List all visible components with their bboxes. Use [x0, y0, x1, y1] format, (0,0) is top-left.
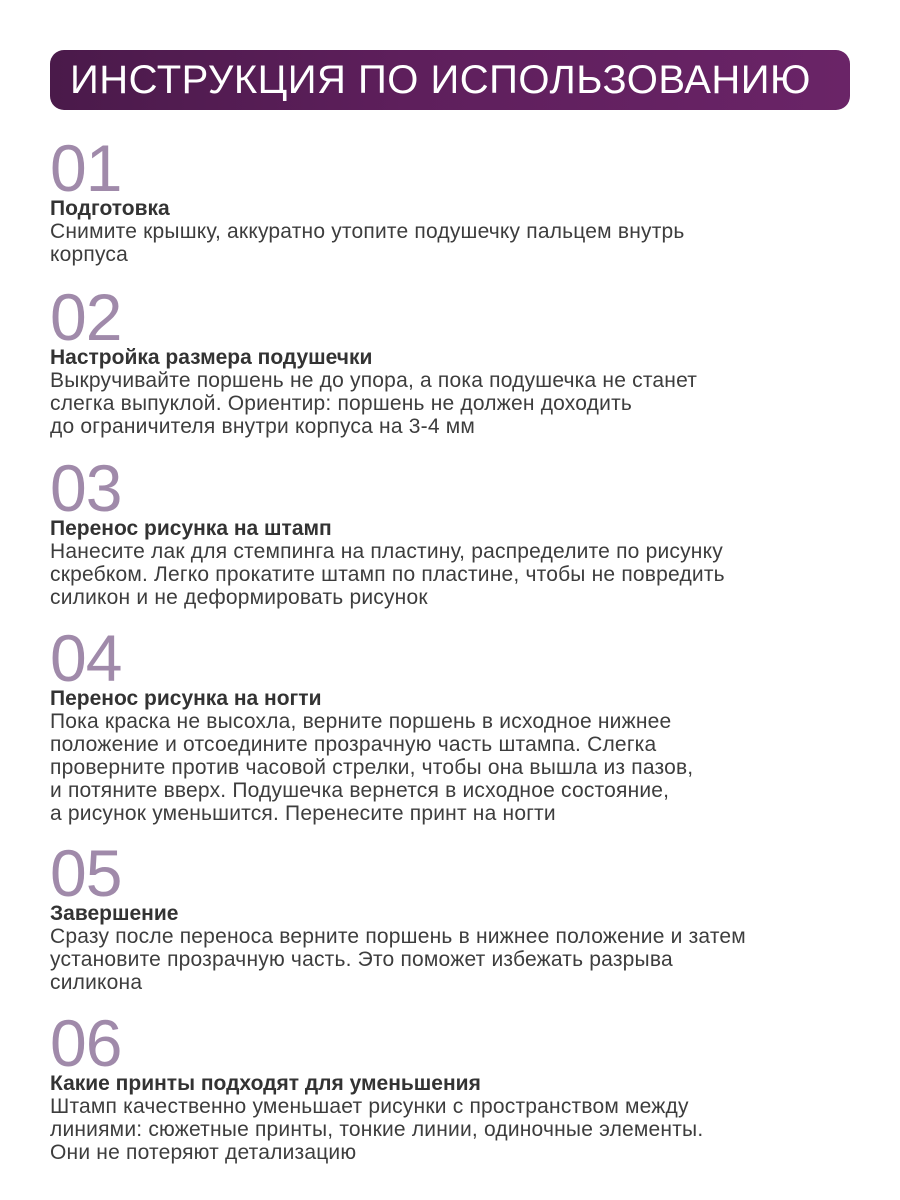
step-description-line: Они не потеряют детализацию — [50, 1141, 357, 1164]
step-number: 03 — [50, 451, 122, 525]
header-banner — [50, 50, 850, 110]
step-description — [50, 925, 850, 994]
step-04 — [50, 621, 850, 825]
step-title: Перенос рисунка на штамп — [50, 517, 332, 540]
step-description-line: силикона — [50, 971, 143, 994]
step-description-line: Штамп качественно уменьшает рисунки с пространством между — [50, 1095, 689, 1118]
step-01 — [50, 131, 850, 266]
step-description-line: Сразу после переноса верните поршень в нижнее положение и затем — [50, 925, 746, 948]
step-title: Подготовка — [50, 197, 170, 220]
step-title: Какие принты подходят для уменьшения — [50, 1072, 481, 1095]
step-description-line: до ограничителя внутри корпуса на 3-4 мм — [50, 415, 476, 438]
step-description-line: Нанесите лак для стемпинга на пластину, распределите по рисунку — [50, 540, 723, 563]
step-number: 05 — [50, 836, 122, 910]
step-description-line: проверните против часовой стрелки, чтобы она вышла из пазов, — [50, 756, 694, 779]
step-title: Перенос рисунка на ногти — [50, 687, 322, 710]
step-title: Настройка размера подушечки — [50, 346, 373, 369]
step-number: 06 — [50, 1006, 122, 1080]
step-description-line: линиями: сюжетные принты, тонкие линии, одиночные элементы. — [50, 1118, 704, 1141]
step-06 — [50, 1006, 850, 1164]
step-title: Завершение — [50, 902, 179, 925]
step-number: 04 — [50, 621, 122, 695]
page-title: ИНСТРУКЦИЯ ПО ИСПОЛЬЗОВАНИЮ — [70, 58, 811, 102]
step-description-line: корпуса — [50, 243, 128, 266]
step-description-line: Снимите крышку, аккуратно утопите подушечку пальцем внутрь — [50, 220, 685, 243]
step-02 — [50, 280, 850, 438]
step-description — [50, 220, 850, 266]
step-description-line: а рисунок уменьшится. Перенесите принт на ногти — [50, 802, 556, 825]
step-description-line: слегка выпуклой. Ориентир: поршень не должен доходить — [50, 392, 633, 415]
step-05 — [50, 836, 850, 994]
step-description-line: скребком. Легко прокатите штамп по пластине, чтобы не повредить — [50, 563, 725, 586]
step-description-line: Выкручивайте поршень не до упора, а пока подушечка не станет — [50, 369, 698, 392]
step-03 — [50, 451, 850, 609]
step-description-line: силикон и не деформировать рисунок — [50, 586, 428, 609]
step-number: 02 — [50, 280, 122, 354]
step-description — [50, 369, 850, 438]
step-description-line: положение и отсоедините прозрачную часть штампа. Слегка — [50, 733, 657, 756]
step-number: 01 — [50, 131, 122, 205]
step-description-line: установите прозрачную часть. Это поможет избежать разрыва — [50, 948, 673, 971]
step-description — [50, 710, 850, 825]
step-description-line: и потяните вверх. Подушечка вернется в исходное состояние, — [50, 779, 670, 802]
step-description-line: Пока краска не высохла, верните поршень в исходное нижнее — [50, 710, 672, 733]
step-description — [50, 540, 850, 609]
step-description — [50, 1095, 850, 1164]
